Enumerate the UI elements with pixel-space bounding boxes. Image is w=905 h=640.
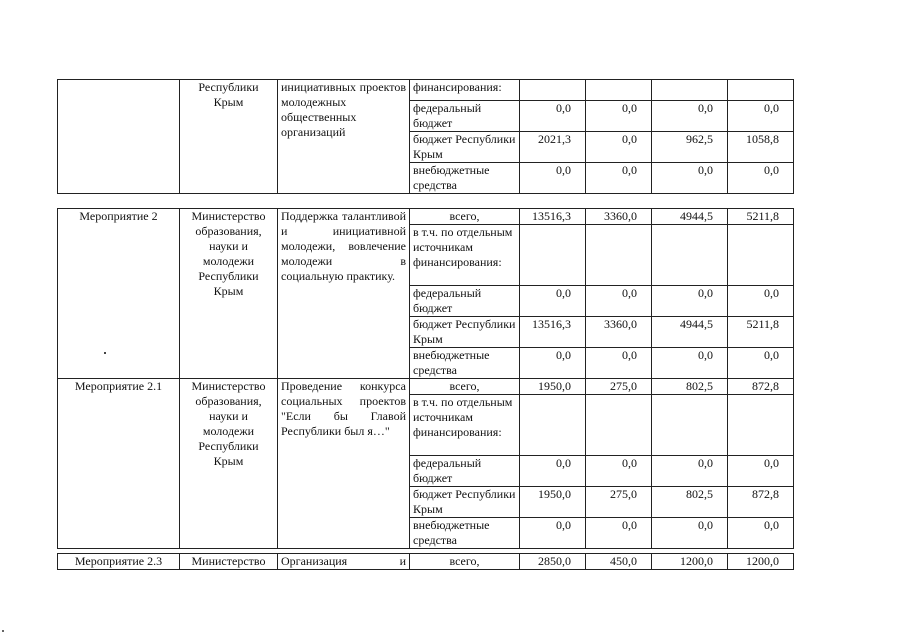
value-cell: 0,0 (728, 518, 794, 549)
source-label: федеральный бюджет (410, 456, 520, 487)
source-label: внебюджетные средства (410, 163, 520, 194)
value-cell: 0,0 (652, 101, 728, 132)
budget-table-block-2 (57, 208, 794, 549)
value-cell: 872,8 (728, 379, 794, 395)
executor-cell: Министерство (180, 554, 278, 570)
scan-speck (104, 352, 106, 354)
value-cell (652, 395, 728, 456)
value-cell: 5211,8 (728, 209, 794, 225)
value-cell: 0,0 (586, 286, 652, 317)
executor-cell: Министерство образования, науки и молодежи Республики Крым (180, 379, 278, 549)
value-cell: 802,5 (652, 379, 728, 395)
source-label: внебюджетные средства (410, 348, 520, 379)
value-cell (520, 80, 586, 101)
value-cell: 0,0 (520, 518, 586, 549)
value-cell: 0,0 (586, 163, 652, 194)
event-cell (58, 80, 180, 194)
event-description-cell: инициативных проектов молодежных общественных организаций (278, 80, 410, 194)
value-cell (586, 225, 652, 286)
budget-table-block-1 (57, 79, 794, 194)
value-cell (728, 225, 794, 286)
value-cell: 802,5 (652, 487, 728, 518)
source-label: в т.ч. по отдельным источникам финансирования: (410, 225, 520, 286)
event-description-cell: Проведение конкурса социальных проектов "Если бы Главой Республики был я…" (278, 379, 410, 549)
value-cell (520, 395, 586, 456)
source-label: всего, (410, 209, 520, 225)
value-cell: 0,0 (586, 132, 652, 163)
value-cell: 13516,3 (520, 317, 586, 348)
source-label: бюджет Республики Крым (410, 487, 520, 518)
value-cell: 1950,0 (520, 487, 586, 518)
executor-cell: Министерство образования, науки и молодежи Республики Крым (180, 209, 278, 379)
value-cell: 0,0 (586, 348, 652, 379)
value-cell (586, 395, 652, 456)
event-number-cell: Мероприятие 2.3 (58, 554, 180, 570)
value-cell: 872,8 (728, 487, 794, 518)
value-cell: 0,0 (520, 348, 586, 379)
executor-cell: Республики Крым (180, 80, 278, 194)
value-cell: 0,0 (728, 163, 794, 194)
value-cell (652, 80, 728, 101)
value-cell: 1200,0 (728, 554, 794, 570)
value-cell: 0,0 (586, 456, 652, 487)
value-cell: 5211,8 (728, 317, 794, 348)
value-cell: 4944,5 (652, 209, 728, 225)
value-cell: 962,5 (652, 132, 728, 163)
value-cell: 0,0 (728, 101, 794, 132)
value-cell: 0,0 (652, 286, 728, 317)
value-cell: 2021,3 (520, 132, 586, 163)
value-cell: 0,0 (652, 348, 728, 379)
value-cell: 0,0 (520, 456, 586, 487)
value-cell: 3360,0 (586, 209, 652, 225)
value-cell: 0,0 (520, 163, 586, 194)
event-description-cell: Поддержка талантливой и инициативной молодежи, вовлечение молодежи в социальную практику. (278, 209, 410, 379)
source-label: в т.ч. по отдельным источникам финансирования: (410, 395, 520, 456)
value-cell: 0,0 (520, 286, 586, 317)
value-cell: 13516,3 (520, 209, 586, 225)
value-cell: 0,0 (586, 518, 652, 549)
value-cell: 0,0 (728, 456, 794, 487)
value-cell (652, 225, 728, 286)
value-cell: 0,0 (728, 286, 794, 317)
value-cell: 0,0 (652, 456, 728, 487)
source-label: федеральный бюджет (410, 101, 520, 132)
value-cell: 0,0 (586, 101, 652, 132)
scan-speck (2, 630, 4, 632)
value-cell: 3360,0 (586, 317, 652, 348)
value-cell: 0,0 (520, 101, 586, 132)
event-description-cell: Организация и (278, 554, 410, 570)
source-label: финансирования: (410, 80, 520, 101)
value-cell (586, 80, 652, 101)
event-number-cell: Мероприятие 2.1 (58, 379, 180, 549)
source-label: внебюджетные средства (410, 518, 520, 549)
source-label: федеральный бюджет (410, 286, 520, 317)
source-label: бюджет Республики Крым (410, 132, 520, 163)
source-label: всего, (410, 554, 520, 570)
value-cell: 275,0 (586, 379, 652, 395)
value-cell (520, 225, 586, 286)
value-cell: 275,0 (586, 487, 652, 518)
value-cell (728, 80, 794, 101)
event-number-cell: Мероприятие 2 (58, 209, 180, 379)
value-cell: 1058,8 (728, 132, 794, 163)
value-cell: 450,0 (586, 554, 652, 570)
source-label: бюджет Республики Крым (410, 317, 520, 348)
value-cell: 2850,0 (520, 554, 586, 570)
budget-table-block-4 (57, 553, 794, 570)
value-cell: 0,0 (728, 348, 794, 379)
source-label: всего, (410, 379, 520, 395)
value-cell: 1950,0 (520, 379, 586, 395)
value-cell: 4944,5 (652, 317, 728, 348)
value-cell: 1200,0 (652, 554, 728, 570)
value-cell (728, 395, 794, 456)
value-cell: 0,0 (652, 163, 728, 194)
value-cell: 0,0 (652, 518, 728, 549)
